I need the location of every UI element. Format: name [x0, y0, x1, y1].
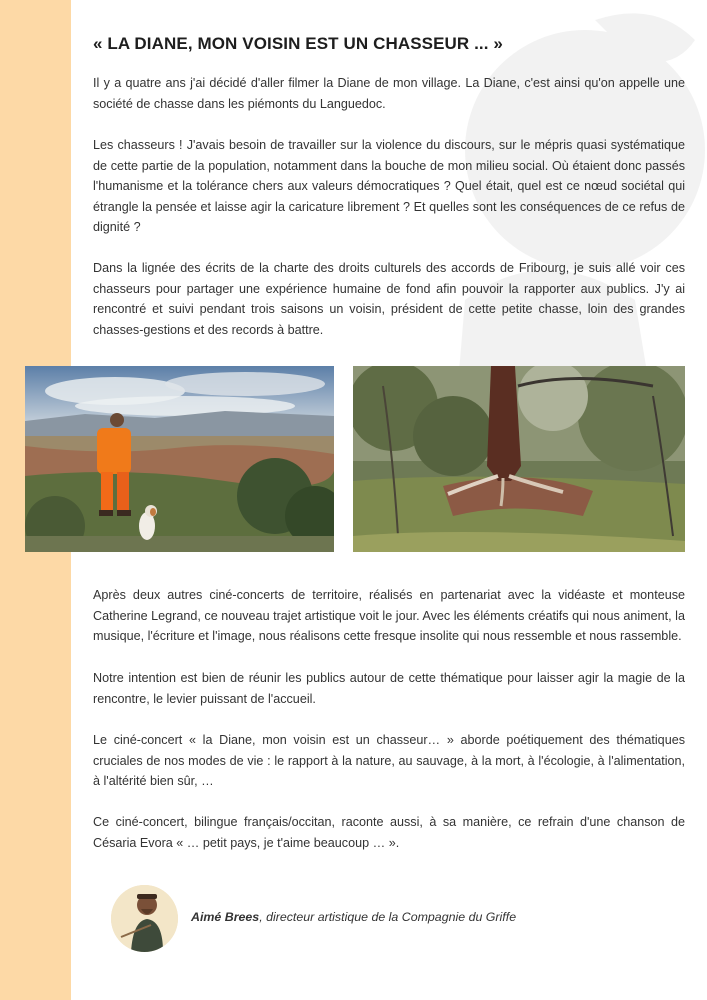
author-signature	[111, 885, 671, 953]
photo-hunter-landscape	[25, 366, 334, 552]
paragraph-cine-concerts: Après deux autres ciné-concerts de territoire, réalisés en partenariat avec la vidéaste et monteuse Catherine Legrand, ce nouveau trajet artistique voit le jour. Avec les éléments créatifs qui nous animent, la musique, l'écriture et l'image, nous réalisons cette fresque insolite qui nous ressemble et nous rassemble.	[93, 588, 685, 644]
page-title: « LA DIANE, MON VOISIN EST UN CHASSEUR ... »	[93, 34, 503, 53]
paragraph-chasseurs: Les chasseurs ! J'avais besoin de travailler sur la violence du discours, sur le mépris quasi systématique de cette partie de la population, notamment dans la bouche de mon milieu social. Où étaient donc passés l'humanisme et la tolérance chers aux valeurs démocratiques ? Quel était, quel est ce nœud sociétal qui étrangle la pensée et laisse agir la caricature librement ? Et quelles sont les conséquences de ce refus de dignité ?	[93, 138, 685, 235]
paragraph-intention: Notre intention est bien de réunir les publics autour de cette thématique pour laisser agir la magie de la rencontre, le levier puissant de l'accueil.	[93, 671, 685, 706]
photo-forest-tree	[353, 366, 685, 552]
paragraph-fribourg: Dans la lignée des écrits de la charte des droits culturels des accords de Fribourg, je suis allé voir ces chasseurs pour partager une expérience humaine de fond afin pouvoir la rapporter aux publics. J'y ai rencontré et suivi pendant trois saisons un voisin, président de cette petite chasse, loin des grandes chasses-gestions et des records à battre.	[93, 261, 685, 337]
paragraph-thematiques: Le ciné-concert « la Diane, mon voisin est un chasseur… » aborde poétiquement des thématiques cruciales de nos modes de vie : le rapport à la nature, au sauvage, à la mort, à l'écologie, à l'alimentation, à l'altérité bien sûr, …	[93, 733, 685, 789]
author-name: Aimé Brees	[191, 910, 260, 924]
author-role: , directeur artistique de la Compagnie du Griffe	[259, 910, 517, 924]
paragraph-intro: Il y a quatre ans j'ai décidé d'aller filmer la Diane de mon village. La Diane, c'est ainsi qu'on appelle une société de chasse dans les piémonts du Languedoc.	[93, 76, 685, 111]
author-credit	[191, 910, 516, 924]
paragraph-bilingue: Ce ciné-concert, bilingue français/occitan, raconte aussi, à sa manière, ce refrain d'une chanson de Césaria Evora « … petit pays, je t'aime beaucoup … ».	[93, 815, 685, 850]
avatar	[111, 885, 178, 952]
